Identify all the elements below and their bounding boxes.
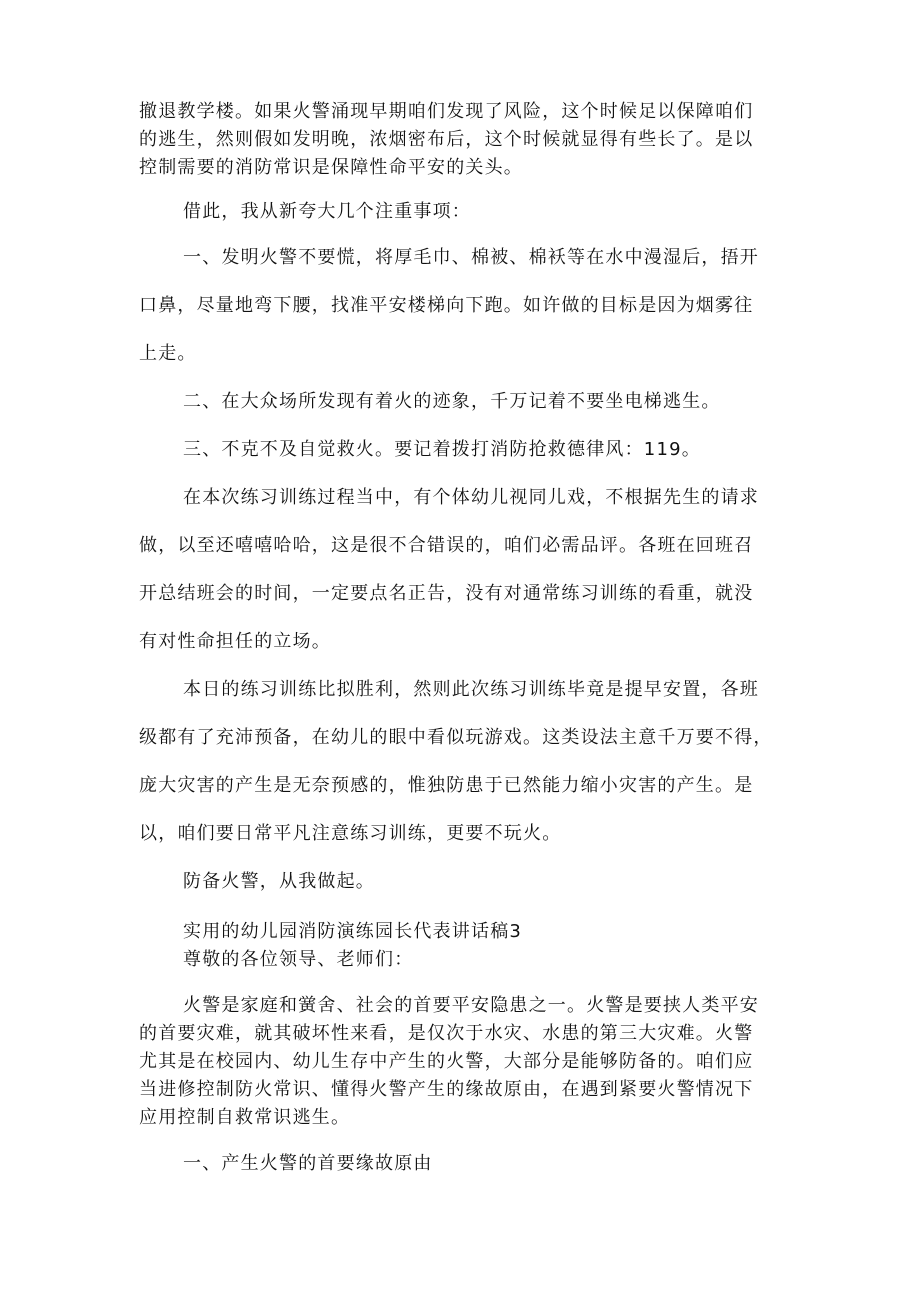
section-title — [139, 918, 789, 974]
paragraph-drill-behavior — [139, 474, 789, 666]
text-line: 火警是家庭和黉舍、社会的首要平安隐患之一。火警是要挟人类平安 — [183, 995, 759, 1016]
speech-title: 实用的幼儿园消防演练园长代表讲话稿3 — [183, 921, 523, 942]
text-line: 撤退教学楼。如果火警涌现早期咱们发现了风险，这个时候足以保障咱们 — [139, 101, 754, 122]
text-line: 口鼻，尽量地弯下腰，找准平安楼梯向下跑。如许做的目标是因为烟雾往 — [139, 295, 754, 316]
text-line: 做，以至还嘻嘻哈哈，这是很不合错误的，咱们必需品评。各班在回班召 — [139, 535, 754, 556]
text-line: 以，咱们要日常平凡注意练习训练，更要不玩火。 — [139, 823, 562, 844]
paragraph-fire-hazard — [139, 992, 789, 1132]
text-line: 一、产生火警的首要缘故原由 — [183, 1153, 433, 1174]
text-line: 上走。 — [139, 343, 197, 364]
text-line: 当进修控制防火常识、懂得火警产生的缘故原由，在遇到紧要火警情况下 — [139, 1079, 754, 1100]
greeting: 尊敬的各位领导、老师们： — [183, 949, 414, 970]
text-line: 二、在大众场所发现有着火的迹象，千万记着不要坐电梯逃生。 — [183, 391, 721, 412]
paragraph-item-three — [139, 426, 789, 474]
text-line: 级都有了充沛预备，在幼儿的眼中看似玩游戏。这类设法主意千万要不得， — [139, 727, 773, 748]
text-line: 的首要灾难，就其破坏性来看，是仅次于水灾、水患的第三大灾难。火警 — [139, 1023, 754, 1044]
paragraph-emphasis-intro — [139, 198, 789, 226]
text-line: 庞大灾害的产生是无奈预感的，惟独防患于已然能力缩小灾害的产生。是 — [139, 775, 754, 796]
text-line: 开总结班会的时间，一定要点名正告，没有对通常练习训练的看重，就没 — [139, 583, 754, 604]
paragraph-evacuation — [139, 98, 789, 182]
text-line: 一、发明火警不要慌，将厚毛巾、棉被、棉袄等在水中漫湿后，捂开 — [183, 247, 759, 268]
text-line: 应用控制自救常识逃生。 — [139, 1107, 351, 1128]
paragraph-drill-summary — [139, 666, 789, 858]
text-line: 尤其是在校园内、幼儿生存中产生的火警，大部分是能够防备的。咱们应 — [139, 1051, 754, 1072]
text-line: 控制需要的消防常识是保障性命平安的关头。 — [139, 157, 523, 178]
text-line: 三、不克不及自觉救火。要记着拨打消防抢救德律风：119。 — [183, 439, 701, 460]
text-line: 借此，我从新夸大几个注重事项： — [183, 201, 471, 222]
text-line: 有对性命担任的立场。 — [139, 631, 331, 652]
paragraph-slogan — [139, 858, 789, 906]
text-line: 在本次练习训练过程当中，有个体幼儿视同儿戏，不根据先生的请求 — [183, 487, 759, 508]
paragraph-causes-heading — [139, 1150, 789, 1178]
paragraph-item-two — [139, 378, 789, 426]
paragraph-item-one — [139, 234, 789, 378]
text-line: 的逃生，然则假如发明晚，浓烟密布后，这个时候就显得有些长了。是以 — [139, 129, 754, 150]
text-line: 防备火警，从我做起。 — [183, 871, 375, 892]
text-line: 本日的练习训练比拟胜利，然则此次练习训练毕竟是提早安置，各班 — [183, 679, 759, 700]
